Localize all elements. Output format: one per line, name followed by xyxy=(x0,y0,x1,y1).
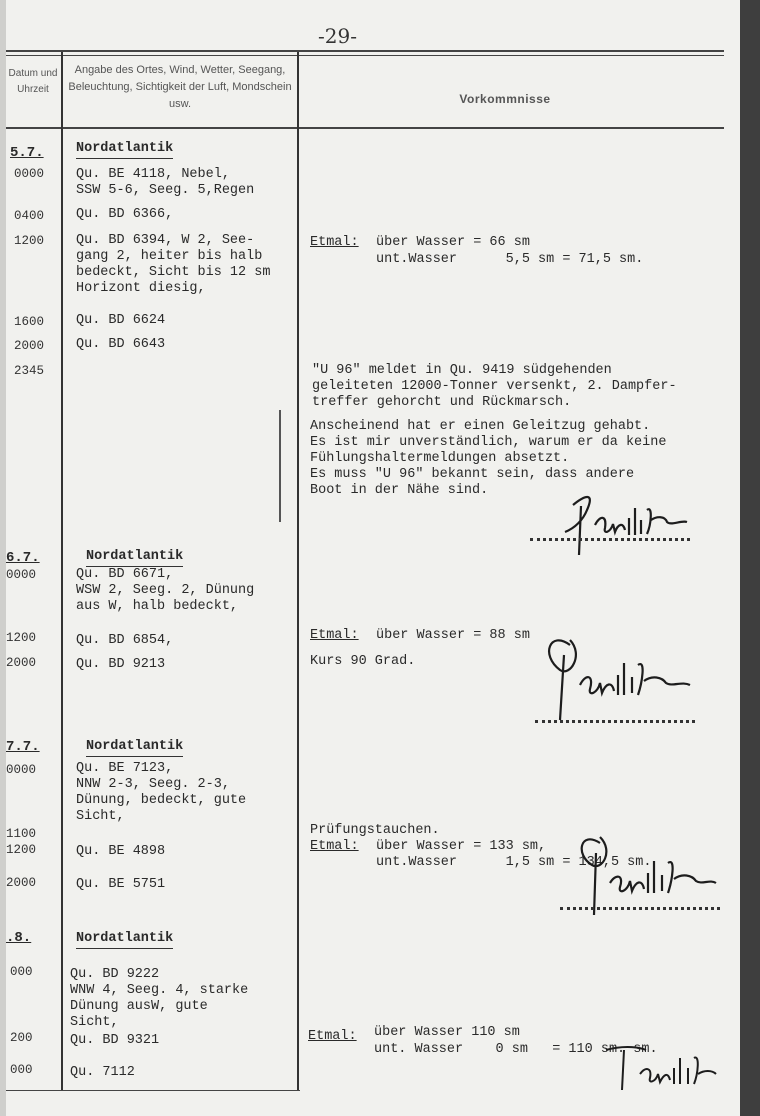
entry-time: 200 xyxy=(10,1031,33,1045)
day-date: .8. xyxy=(6,930,32,946)
region-label: Nordatlantik xyxy=(76,140,173,159)
event-line: Anscheinend hat er einen Geleitzug gehabt. xyxy=(310,419,651,434)
entry-time: 2000 xyxy=(6,656,37,670)
location-line: Qu. BD 6394, W 2, See- xyxy=(76,233,255,248)
event-line: über Wasser = 88 sm xyxy=(376,628,530,643)
entry-time: 0000 xyxy=(6,763,37,777)
entry-time: 000 xyxy=(10,1063,33,1077)
location-line: Sicht, xyxy=(70,1015,119,1030)
location-line: Dünung ausW, gute xyxy=(70,999,208,1014)
entry-time: 2345 xyxy=(14,364,45,378)
location-line: Horizont diesig, xyxy=(76,281,206,296)
etmal-label: Etmal: xyxy=(310,839,359,854)
location-line: Qu. BD 9213 xyxy=(76,657,166,672)
header-datum: Datum und Uhrzeit xyxy=(8,68,58,95)
header-events: Vorkommnisse xyxy=(459,92,551,106)
location-line: Qu. BD 6854, xyxy=(76,633,174,648)
entry-time: 2000 xyxy=(14,339,45,353)
region-label: Nordatlantik xyxy=(76,930,173,949)
location-line: aus W, halb bedeckt, xyxy=(76,599,239,614)
location-line: NNW 2-3, Seeg. 2-3, xyxy=(76,777,230,792)
header-top-rule xyxy=(6,50,724,52)
event-line: unt. Wasser 0 sm = 110 sm. sm. xyxy=(374,1042,658,1057)
event-line: Kurs 90 Grad. xyxy=(310,654,416,669)
event-line: geleiteten 12000-Tonner versenkt, 2. Dampfer- xyxy=(312,379,677,394)
location-line: Qu. 7112 xyxy=(70,1065,135,1080)
entry-time: 1200 xyxy=(14,234,45,248)
header-bottom-rule xyxy=(6,127,724,129)
entry-time: 0400 xyxy=(14,209,45,223)
signature xyxy=(555,480,705,560)
etmal-label: Etmal: xyxy=(310,628,359,643)
signature xyxy=(600,1040,720,1100)
page-number: -29- xyxy=(318,24,357,48)
location-line: Qu. BE 7123, xyxy=(76,761,174,776)
day-date: 6.7. xyxy=(6,550,40,566)
event-line: Prüfungstauchen. xyxy=(310,823,440,838)
signature xyxy=(570,825,720,920)
scan-background xyxy=(740,0,760,1116)
header-location-weather: Angabe des Ortes, Wind, Wetter, Seegang, Beleuchtung, Sichtigkeit der Luft, Mondschein usw. xyxy=(68,64,292,111)
event-line: Es ist mir unverständlich, warum er da keine xyxy=(310,435,667,450)
etmal-label: Etmal: xyxy=(310,235,359,250)
location-line: Dünung, bedeckt, gute xyxy=(76,793,247,808)
location-line: Qu. BE 5751 xyxy=(76,877,166,892)
signature-line xyxy=(560,907,720,910)
location-line: Qu. BD 9321 xyxy=(70,1033,160,1048)
event-line: über Wasser 110 sm xyxy=(374,1025,520,1040)
entry-time: 0000 xyxy=(14,167,45,181)
entry-time: 1200 xyxy=(6,843,37,857)
location-line: Sicht, xyxy=(76,809,125,824)
day-date: 7.7. xyxy=(6,739,40,755)
location-line: gang 2, heiter bis halb xyxy=(76,249,263,264)
event-line: Boot in der Nähe sind. xyxy=(310,483,489,498)
location-line: Qu. BD 6643 xyxy=(76,337,166,352)
day-date: 5.7. xyxy=(10,145,44,161)
event-line: über Wasser = 66 sm xyxy=(376,235,530,250)
entry-time: 1600 xyxy=(14,315,45,329)
entry-time: 2000 xyxy=(6,876,37,890)
location-line: Qu. BD 9222 xyxy=(70,967,160,982)
location-line: SSW 5-6, Seeg. 5,Regen xyxy=(76,183,255,198)
event-line: Fühlungshaltermeldungen absetzt. xyxy=(310,451,570,466)
region-label: Nordatlantik xyxy=(86,548,183,567)
location-line: WNW 4, Seeg. 4, starke xyxy=(70,983,249,998)
pencil-stroke xyxy=(279,410,281,522)
table-bottom-rule xyxy=(6,1090,300,1091)
entry-time: 000 xyxy=(10,965,33,979)
etmal-label: Etmal: xyxy=(308,1029,357,1044)
location-line: Qu. BD 6366, xyxy=(76,207,174,222)
signature-line xyxy=(535,720,695,723)
location-line: Qu. BD 6671, xyxy=(76,567,174,582)
event-line: über Wasser = 133 sm, xyxy=(376,839,547,854)
location-line: WSW 2, Seeg. 2, Dünung xyxy=(76,583,255,598)
event-line: "U 96" meldet in Qu. 9419 südgehenden xyxy=(312,363,612,378)
event-line: treffer gehorcht und Rückmarsch. xyxy=(312,395,572,410)
header-top-rule-2 xyxy=(6,55,724,56)
signature-line xyxy=(530,538,690,541)
signature xyxy=(540,625,700,725)
event-line: unt.Wasser 5,5 sm = 71,5 sm. xyxy=(376,252,644,267)
column-divider-2 xyxy=(297,52,299,1090)
column-divider-1 xyxy=(61,52,63,1090)
location-line: Qu. BE 4118, Nebel, xyxy=(76,167,230,182)
event-line: Es muss "U 96" bekannt sein, dass andere xyxy=(310,467,635,482)
entry-time: 1100 xyxy=(6,827,37,841)
location-line: bedeckt, Sicht bis 12 sm xyxy=(76,265,271,280)
entry-time: 0000 xyxy=(6,568,37,582)
region-label: Nordatlantik xyxy=(86,738,183,757)
event-line: unt.Wasser 1,5 sm = 134,5 sm. xyxy=(376,855,652,870)
entry-time: 1200 xyxy=(6,631,37,645)
location-line: Qu. BE 4898 xyxy=(76,844,166,859)
location-line: Qu. BD 6624 xyxy=(76,313,166,328)
